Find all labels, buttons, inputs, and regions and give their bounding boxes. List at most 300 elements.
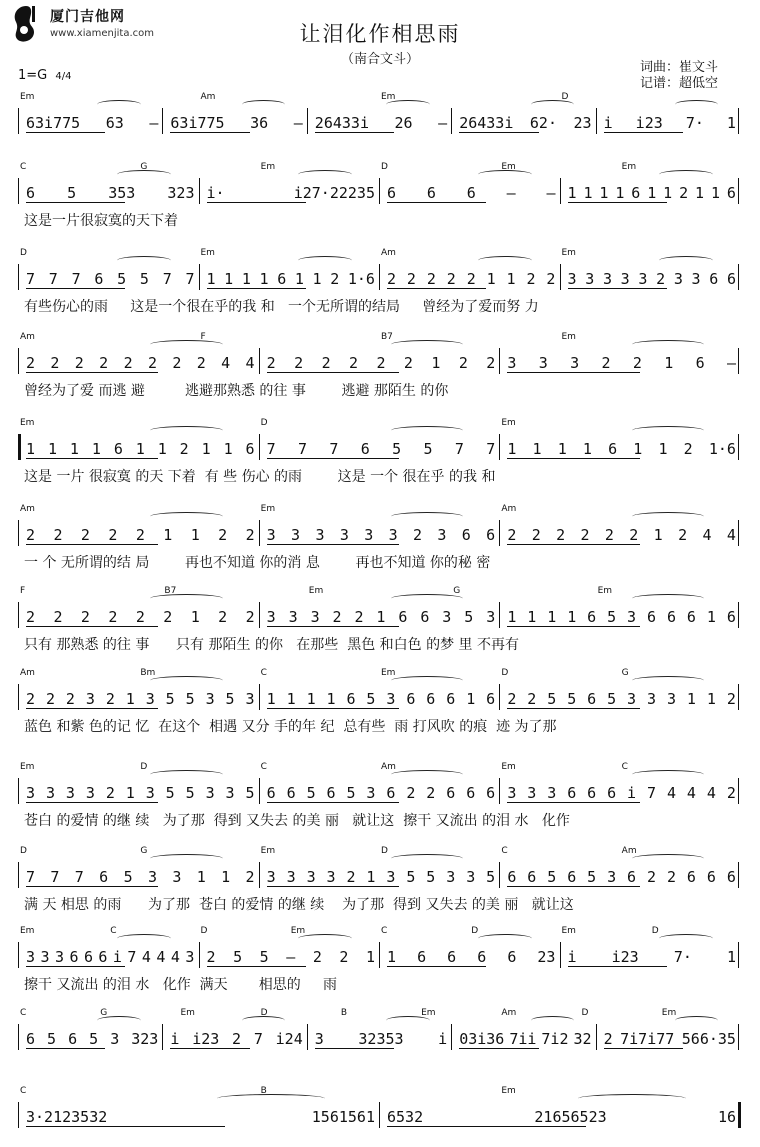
note-group: 7ii [509, 1030, 537, 1048]
lyric-line: 苍白 的爱情 的继 续 为了那 得到 又失去 的美 丽 就让这 擦干 又流出 的泪 水 化作 [24, 813, 570, 829]
note-group: 2 [726, 784, 736, 802]
measure-notes [26, 108, 158, 132]
chord-symbol: D [260, 1008, 268, 1018]
bar-line [596, 108, 597, 134]
note-group: 2 [74, 354, 84, 372]
note-group: 3 [466, 868, 476, 886]
measure-notes [26, 264, 195, 288]
note-group: 3 [26, 784, 36, 802]
note-group: 6532 [387, 1108, 424, 1126]
chord-symbol: D [20, 248, 27, 258]
chord-symbol: Em [381, 92, 396, 102]
note-group: 7 [266, 440, 276, 458]
slur-mark [632, 770, 704, 779]
chord-symbol: D [200, 926, 208, 936]
note-group: 2 [656, 270, 666, 288]
note-group: 7 [26, 868, 36, 886]
note-group: 1 [366, 868, 376, 886]
note-group: 4 [702, 526, 712, 544]
lyric-line: 这是 一片 很寂寞 的天 下着 有 些 伤心 的雨 这是 一个 很在乎 的我 和 [24, 469, 496, 485]
note-group: 1 [190, 608, 200, 626]
bar-line [738, 862, 739, 888]
note-group: 03i36 [459, 1030, 505, 1048]
note-group: 2 [546, 270, 556, 288]
chord-symbol: Em [501, 162, 516, 172]
chord-symbol: Em [561, 332, 576, 342]
note-group: 6 [686, 608, 696, 626]
rhythm-beam [387, 288, 486, 289]
note-group: 1 [486, 270, 496, 288]
measure-notes [568, 178, 737, 202]
bar-line [738, 684, 739, 710]
bar-line [18, 862, 19, 888]
note-group: 5 [587, 868, 597, 886]
slur-mark [150, 512, 222, 521]
bar-line [596, 1024, 597, 1050]
chord-symbol: Em [501, 1086, 516, 1096]
note-group: — [546, 184, 556, 202]
note-group: 7 [127, 948, 137, 966]
note-group: 3 [110, 1030, 120, 1048]
note-group: 6 [686, 868, 696, 886]
slur-mark [531, 100, 574, 109]
note-group: 6 [94, 270, 104, 288]
lyric-line: 有些伤心的雨 这是一个很在乎的我 和 一个无所谓的结局 曾经为了爱而努 力 [24, 299, 539, 315]
note-group: i23 [192, 1030, 220, 1048]
key-label: 1=G [18, 68, 48, 83]
slur-mark [675, 100, 718, 109]
note-group: 5 [306, 784, 316, 802]
chord-symbol: C [501, 846, 508, 856]
note-group: 2 [376, 354, 386, 372]
note-group: — [286, 948, 296, 966]
rhythm-beam [26, 1048, 105, 1049]
note-group: 1 [223, 440, 233, 458]
rhythm-beam [568, 202, 667, 203]
note-group: 2 [206, 948, 216, 966]
note-group: i [627, 784, 637, 802]
note-group: 6 [420, 608, 430, 626]
note-group: 5 [89, 1030, 99, 1048]
note-group: 2 [683, 440, 693, 458]
measure-notes [26, 1102, 375, 1126]
note-group: i [170, 1030, 180, 1048]
note-group: 1561561 [311, 1108, 375, 1126]
note-group: 6 [695, 354, 705, 372]
note-group: 1 [567, 184, 577, 202]
chord-symbol: Em [290, 926, 306, 936]
note-group: 2 [50, 354, 60, 372]
note-group: 3 [547, 784, 557, 802]
note-group: 3 [45, 784, 55, 802]
bar-line [499, 520, 500, 546]
lyric-line: 只有 那熟悉 的往 事 只有 那陌生 的你 在那些 黑色 和白色 的梦 里 不再有 [24, 637, 520, 653]
slur-mark [150, 676, 222, 685]
bar-line [738, 1102, 741, 1128]
note-group: 2 [346, 868, 356, 886]
measure-notes [26, 1024, 158, 1048]
rhythm-beam [459, 1048, 538, 1049]
bar-line [259, 348, 260, 374]
bar-line [738, 1024, 739, 1050]
rhythm-beam [26, 458, 158, 459]
note-group: 3 [266, 868, 276, 886]
chord-symbol: C [621, 762, 628, 772]
rhythm-beam [26, 708, 158, 709]
rhythm-beam [26, 132, 105, 133]
slur-mark [391, 676, 463, 685]
slur-mark [150, 426, 222, 435]
note-group: 3·2123532 [26, 1108, 108, 1126]
chord-symbol: B [260, 1086, 267, 1096]
note-group: — [438, 114, 448, 132]
chord-symbol: Em [561, 926, 576, 936]
note-group: 2 [245, 868, 255, 886]
note-group: 6 [326, 784, 336, 802]
note-group: 36 [250, 114, 269, 132]
note-group: 3 [486, 608, 496, 626]
note-group: 6 [83, 948, 93, 966]
rhythm-beam [267, 708, 399, 709]
note-group: 3 [567, 270, 577, 288]
note-group: 3 [366, 784, 376, 802]
chord-symbol: C [20, 1086, 27, 1096]
note-group: 5 [567, 690, 577, 708]
slur-mark [150, 594, 222, 603]
note-group: 2 [163, 608, 173, 626]
note-group: 2 [135, 526, 145, 544]
chord-symbol: Em [260, 504, 276, 514]
note-group: 63i775 [26, 114, 81, 132]
rhythm-beam [170, 132, 249, 133]
chord-symbol: F [200, 332, 206, 342]
note-group: 7 [74, 868, 84, 886]
note-group: 3 [507, 354, 517, 372]
note-group: 6 [608, 440, 618, 458]
slur-mark [578, 1094, 686, 1103]
note-group: 2 [80, 526, 90, 544]
rhythm-beam [507, 458, 639, 459]
note-group: 2 [218, 608, 228, 626]
note-group: 3 [85, 690, 95, 708]
chord-symbol: D [381, 162, 388, 172]
note-group: 1 [91, 440, 101, 458]
note-group: 2 [105, 690, 115, 708]
note-group: 6 [286, 784, 296, 802]
measure-notes [604, 1024, 736, 1048]
credits [640, 60, 718, 92]
bar-line [18, 434, 21, 460]
bar-line [560, 264, 561, 290]
note-group: 323 [131, 1030, 159, 1048]
note-group: 5 [123, 868, 133, 886]
measure-notes [207, 178, 376, 202]
slur-mark [391, 770, 463, 779]
measure-notes [315, 1024, 447, 1048]
note-group: 5 [165, 690, 175, 708]
note-group: — [726, 354, 736, 372]
rhythm-beam [26, 626, 158, 627]
note-group: 6 [99, 868, 109, 886]
rhythm-beam [26, 1126, 225, 1127]
slur-mark [117, 934, 171, 943]
bar-line [738, 778, 739, 804]
note-group: 6 [587, 690, 597, 708]
note-group: 3 [326, 868, 336, 886]
note-group: 1 [206, 270, 216, 288]
lyric-line: 一 个 无所谓的结 局 再也不知道 你的消 息 再也不知道 你的秘 密 [24, 555, 491, 571]
slur-mark [478, 170, 532, 179]
note-group: 2 [679, 184, 689, 202]
note-group: 62· [529, 114, 557, 132]
bar-line [259, 778, 260, 804]
slur-mark [117, 170, 171, 179]
bar-line [738, 434, 739, 460]
note-group: 2 [26, 526, 36, 544]
note-group: 6 [69, 948, 79, 966]
note-group: 3 [145, 784, 155, 802]
measure-notes [267, 778, 496, 802]
note-group: 1 [507, 608, 517, 626]
measure-notes [26, 778, 255, 802]
note-group: i23 [635, 114, 663, 132]
note-group: 5 [185, 784, 195, 802]
note-group: 6 [726, 868, 736, 886]
note-group: 2 [105, 784, 115, 802]
note-group: 1 [547, 608, 557, 626]
note-group: 7 [253, 1030, 263, 1048]
rhythm-beam [267, 802, 399, 803]
note-group: 1 [69, 440, 79, 458]
chord-symbol: D [20, 846, 27, 856]
note-group: 2 [556, 526, 566, 544]
rhythm-beam [26, 544, 158, 545]
measure-notes [267, 348, 496, 372]
chord-symbol: Em [20, 926, 35, 936]
note-group: i [112, 948, 122, 966]
note-group: 6 [706, 868, 716, 886]
rhythm-beam [507, 886, 639, 887]
note-group: 323 [167, 184, 195, 202]
chord-symbol: Em [661, 1008, 677, 1018]
note-group: 1 [686, 690, 696, 708]
note-group: 6 [68, 1030, 78, 1048]
note-group: 2 [629, 526, 639, 544]
bar-line [259, 684, 260, 710]
note-group: 3 [225, 784, 235, 802]
chord-symbol: B [340, 1008, 348, 1018]
bar-line [18, 602, 19, 628]
note-group: 1 [135, 440, 145, 458]
note-group: 3 [26, 948, 36, 966]
note-group: 3 [205, 784, 215, 802]
note-group: 3 [607, 868, 617, 886]
note-group: 3 [339, 526, 349, 544]
note-group: 2 [108, 608, 118, 626]
note-group: 1 [706, 608, 716, 626]
note-group: 4 [170, 948, 180, 966]
chord-symbol: D [140, 762, 148, 772]
note-group: 1 [507, 440, 517, 458]
note-group: 6 [587, 608, 597, 626]
rhythm-beam [26, 372, 158, 373]
measure-notes [507, 862, 736, 886]
note-group: 3 [364, 526, 374, 544]
measure-notes [507, 520, 736, 544]
bar-line [738, 520, 739, 546]
bar-line [499, 684, 500, 710]
note-group: 2 [294, 354, 304, 372]
note-group: 5 [607, 608, 617, 626]
lyric-line: 蓝色 和紫 色的记 忆 在这个 相遇 又分 手的年 纪 总有些 雨 打风吹 的痕 迹 为了那 [24, 719, 557, 735]
note-group: 2 [245, 526, 255, 544]
note-group: 6 [507, 868, 517, 886]
chord-symbol: Em [561, 248, 576, 258]
note-group: 5 [259, 948, 269, 966]
note-group: 4 [686, 784, 696, 802]
chord-symbol: Em [621, 162, 637, 172]
note-group: i [567, 948, 577, 966]
note-group: 1 [365, 948, 375, 966]
measure-notes [507, 602, 736, 626]
chord-symbol: C [260, 762, 267, 772]
note-group: 3 [507, 784, 517, 802]
chord-symbol: C [260, 668, 267, 678]
slur-mark [386, 1016, 429, 1025]
bar-line [738, 348, 739, 374]
slur-mark [298, 256, 352, 265]
note-group: 5 [366, 690, 376, 708]
chord-symbol: D [381, 846, 388, 856]
note-group: 3 [314, 1030, 324, 1048]
chord-symbol: Em [308, 586, 324, 596]
rhythm-beam [604, 1048, 683, 1049]
measure-notes [507, 778, 736, 802]
chord-symbol: C [20, 1008, 27, 1018]
note-group: 4 [156, 948, 166, 966]
note-group: 3 [65, 784, 75, 802]
note-group: 5 [233, 948, 243, 966]
note-group: 1 [26, 440, 36, 458]
rhythm-beam [207, 288, 306, 289]
slur-mark [386, 100, 429, 109]
time-signature: 4/4 [55, 71, 72, 82]
note-group: 7· [685, 114, 704, 132]
note-group: 6 [26, 184, 36, 202]
note-group: 6 [446, 784, 456, 802]
note-group: 1·6 [347, 270, 375, 288]
rhythm-beam [207, 966, 306, 967]
note-group: 1 [387, 948, 397, 966]
note-group: 23 [537, 948, 556, 966]
chord-symbol: B7 [164, 586, 177, 596]
rhythm-beam [387, 1126, 586, 1127]
slur-mark [391, 854, 463, 863]
rhythm-beam [26, 288, 125, 289]
note-group: 1 [431, 354, 441, 372]
rhythm-beam [26, 802, 158, 803]
note-group: 6 [406, 690, 416, 708]
note-group: 3 [205, 690, 215, 708]
chord-symbol: Em [200, 248, 215, 258]
note-group: 1 [163, 526, 173, 544]
note-group: 3 [310, 608, 320, 626]
note-group: 1 [583, 184, 593, 202]
note-group: 5 [165, 784, 175, 802]
note-group: 1 [663, 184, 673, 202]
note-group: 3 [266, 526, 276, 544]
note-group: 3 [286, 868, 296, 886]
note-group: 3 [145, 690, 155, 708]
note-group: 2 [632, 354, 642, 372]
song-subtitle: （南合文斗） [340, 52, 419, 67]
note-group: 1 [266, 690, 276, 708]
rhythm-beam [568, 288, 667, 289]
bar-line [259, 434, 260, 460]
measure-notes [459, 108, 591, 132]
slur-mark [632, 512, 704, 521]
note-group: 2 [527, 690, 537, 708]
note-group: 1 [294, 270, 304, 288]
note-group: 2 [135, 608, 145, 626]
note-group: 6 [398, 608, 408, 626]
note-group: 3 [638, 270, 648, 288]
measure-notes [26, 684, 255, 708]
bar-line [162, 108, 163, 134]
rhythm-beam [387, 966, 486, 967]
note-group: 3 [85, 784, 95, 802]
note-group: 6 [607, 784, 617, 802]
bar-line [738, 264, 739, 290]
chord-symbol: Em [180, 1008, 195, 1018]
chord-symbol: Em [501, 762, 516, 772]
measure-notes [267, 862, 496, 886]
note-group: 3 [147, 868, 157, 886]
note-group: 4 [666, 784, 676, 802]
chord-symbol: Em [20, 418, 35, 428]
note-group: 2 [245, 608, 255, 626]
note-group: 2 [601, 354, 611, 372]
rhythm-beam [507, 372, 639, 373]
note-group: 2 [196, 354, 206, 372]
note-group: 3 [647, 690, 657, 708]
note-group: 2 [53, 526, 63, 544]
note-group: 2 [349, 354, 359, 372]
measure-notes [387, 264, 556, 288]
slur-mark [391, 426, 463, 435]
slur-mark [391, 340, 463, 349]
rhythm-beam [267, 372, 399, 373]
bar-line [18, 778, 19, 804]
slur-mark [97, 100, 140, 109]
measure-notes [26, 434, 255, 458]
rhythm-beam [507, 626, 639, 627]
slur-mark [117, 256, 171, 265]
chord-symbol: D [581, 1008, 589, 1018]
note-group: 7 [71, 270, 81, 288]
note-group: 3 [620, 270, 630, 288]
note-group: 5 [607, 690, 617, 708]
note-group: 6 [647, 608, 657, 626]
note-group: 1 [312, 270, 322, 288]
chord-symbol: Em [501, 418, 516, 428]
note-group: 5 [423, 440, 433, 458]
note-group: 2 [526, 270, 536, 288]
note-group: 2 [179, 440, 189, 458]
note-group: 3 [386, 690, 396, 708]
note-group: 6 [726, 184, 736, 202]
chord-symbol: C [20, 162, 27, 172]
